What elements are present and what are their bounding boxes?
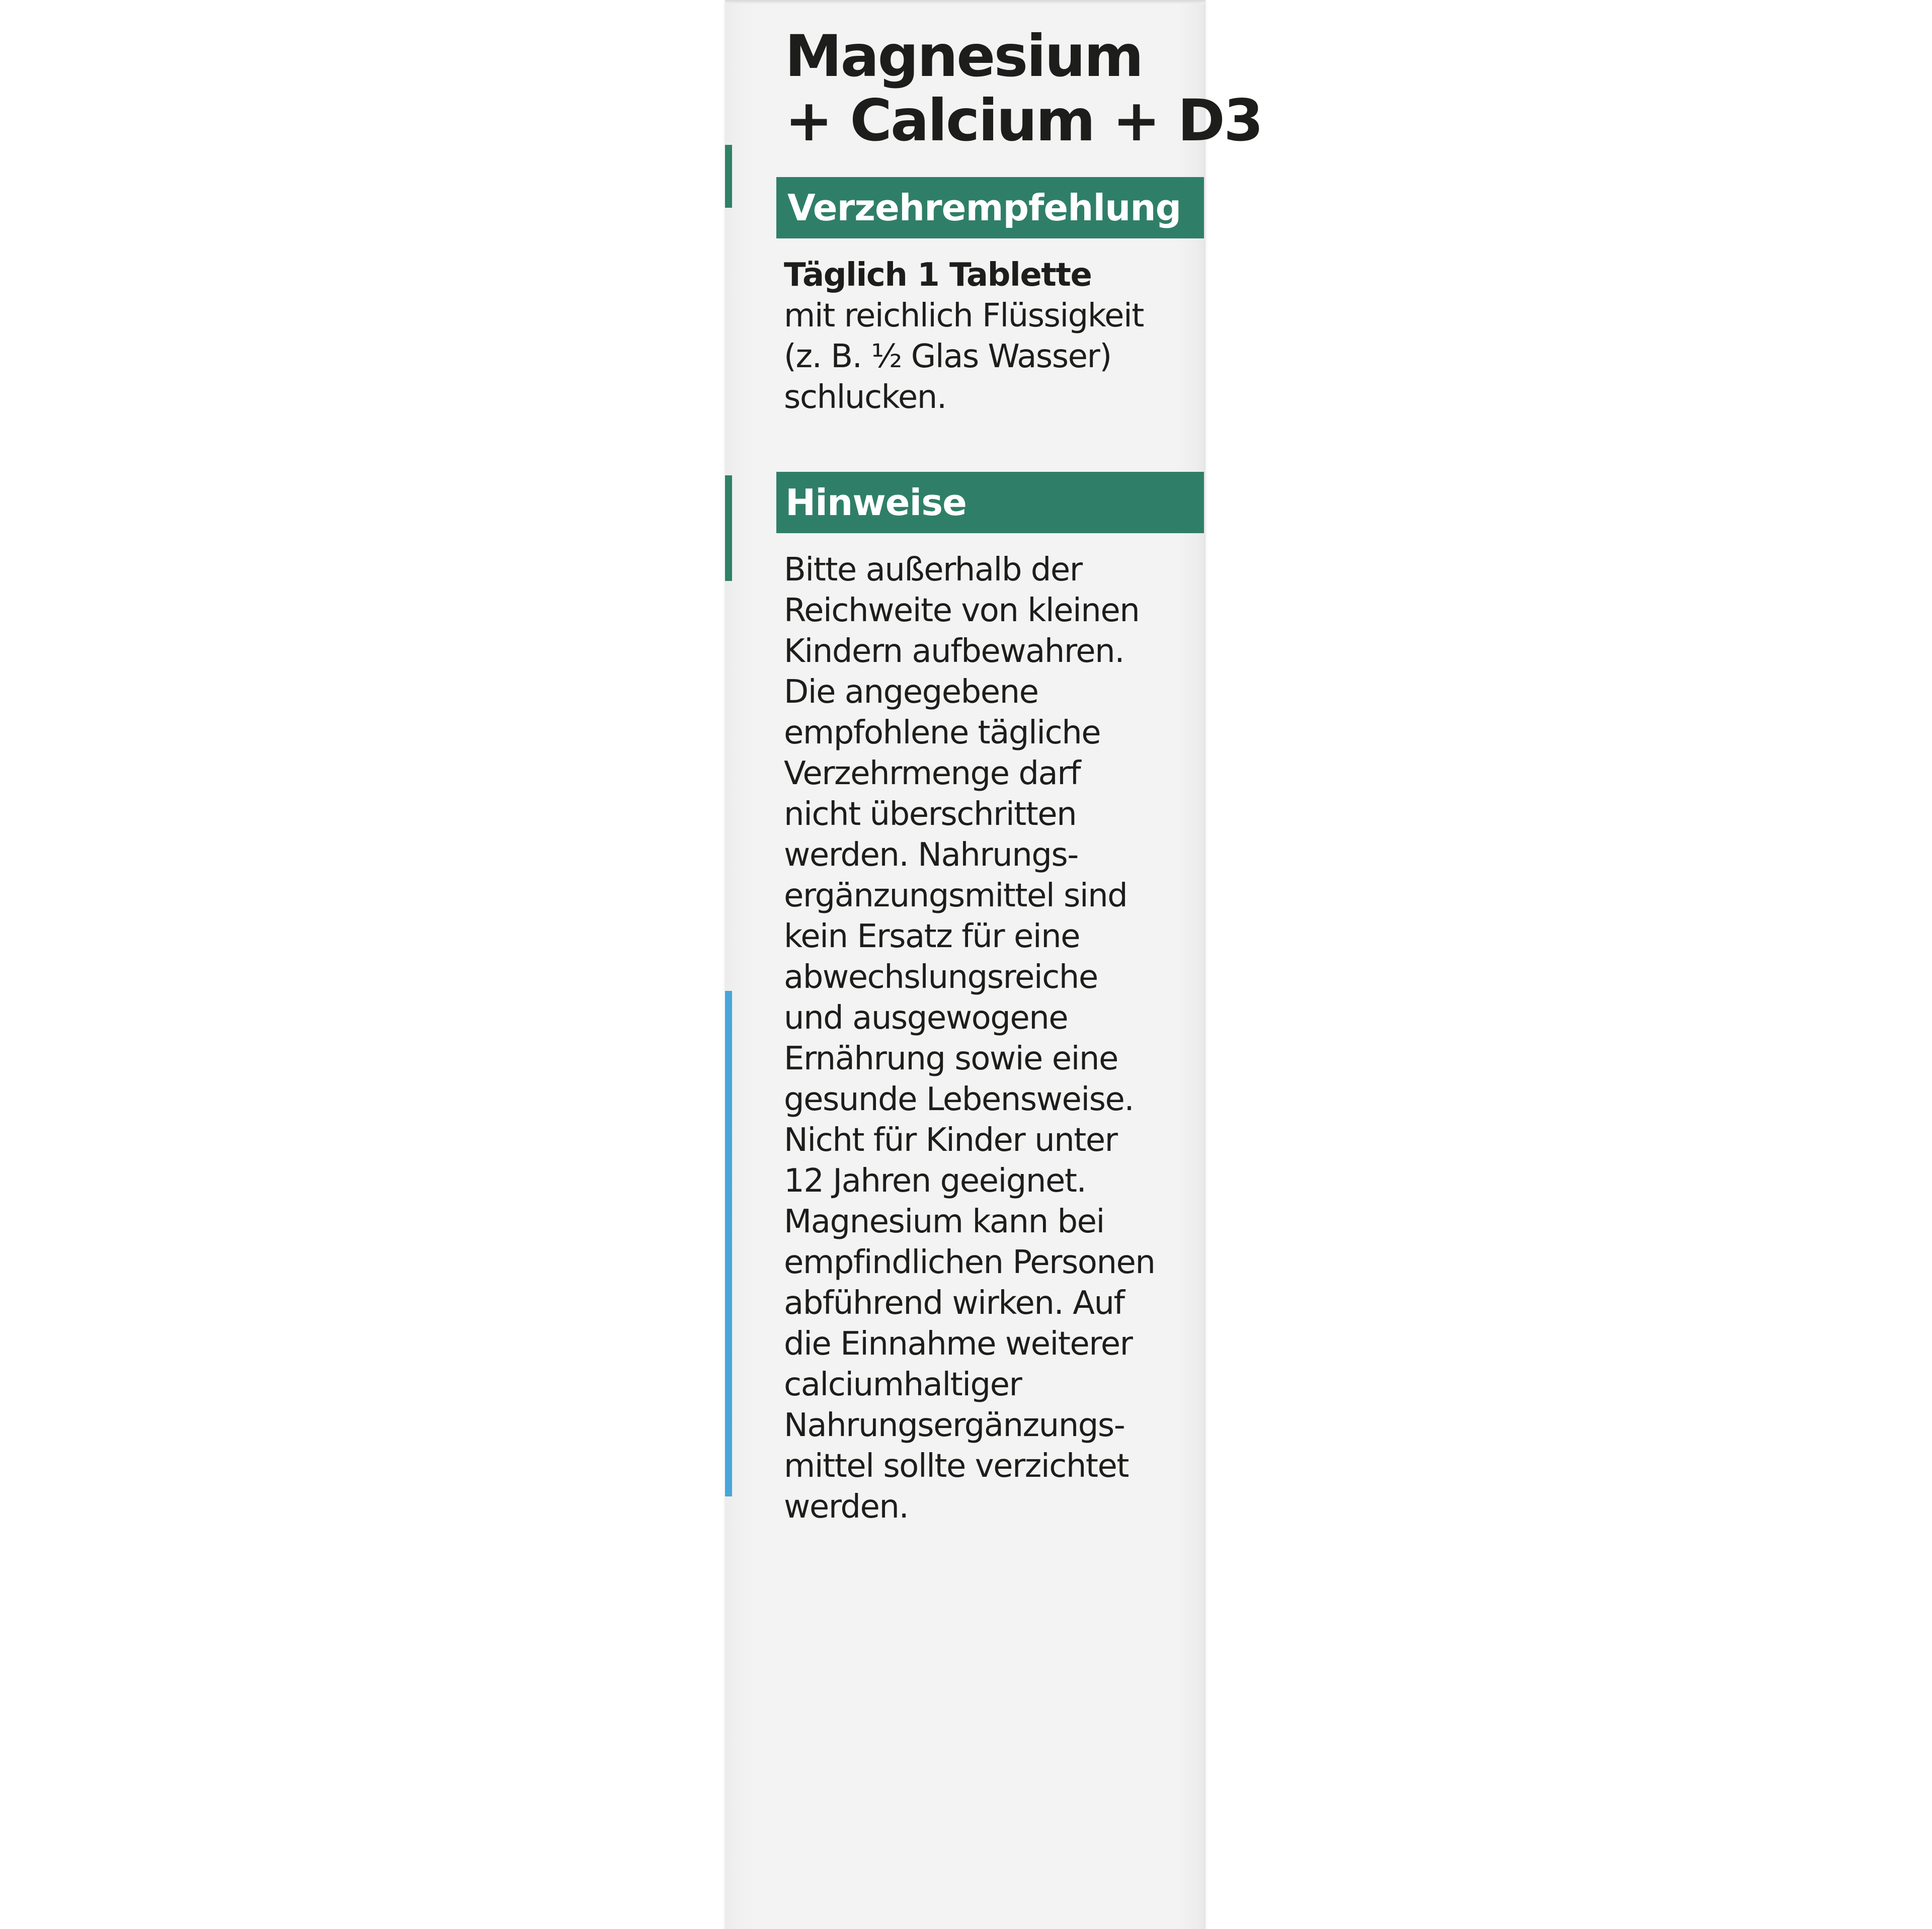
notes-line: Die angegebene xyxy=(784,674,1038,711)
notes-line: abführend wirken. Auf xyxy=(784,1285,1124,1322)
dosage-line: Täglich 1 Tablette xyxy=(784,257,1092,294)
dosage-line: (z. B. ½ Glas Wasser) xyxy=(784,338,1111,375)
product-title xyxy=(785,23,1262,154)
notes-line: nicht überschritten xyxy=(784,796,1077,833)
notes-line: empfindlichen Personen xyxy=(784,1244,1155,1281)
notes-text xyxy=(784,550,1201,1528)
dosage-section-header: Verzehrempfehlung xyxy=(776,177,1204,238)
notes-line: werden. Nahrungs- xyxy=(784,836,1078,874)
dosage-line: schlucken. xyxy=(784,379,946,416)
dosage-line: mit reichlich Flüssigkeit xyxy=(784,297,1144,334)
notes-line: mittel sollte verzichtet xyxy=(784,1448,1129,1485)
dosage-text xyxy=(784,255,1201,418)
notes-line: Nahrungsergänzungs- xyxy=(784,1407,1125,1444)
package-top-edge xyxy=(725,0,1205,4)
notes-line: 12 Jahren geeignet. xyxy=(784,1162,1086,1200)
notes-line: Verzehrmenge darf xyxy=(784,755,1081,792)
notes-line: empfohlene tägliche xyxy=(784,714,1101,751)
blue-edge-mark xyxy=(725,991,732,1496)
notes-line: Kindern aufbewahren. xyxy=(784,633,1124,670)
product-title-line-1: Magnesium xyxy=(785,23,1143,90)
notes-line: Reichweite von kleinen xyxy=(784,592,1140,629)
notes-line: die Einnahme weiterer xyxy=(784,1325,1133,1363)
notes-line: Nicht für Kinder unter xyxy=(784,1122,1117,1159)
notes-line: werden. xyxy=(784,1488,909,1526)
notes-line: ergänzungsmittel sind xyxy=(784,877,1128,914)
notes-line: gesunde Lebensweise. xyxy=(784,1081,1134,1118)
notes-line: Magnesium kann bei xyxy=(784,1203,1104,1240)
product-title-line-2: + Calcium + D3 xyxy=(785,87,1262,154)
notes-line: calciumhaltiger xyxy=(784,1366,1022,1403)
green-edge-mark xyxy=(725,145,732,208)
notes-line: Ernährung sowie eine xyxy=(784,1040,1118,1077)
green-edge-mark xyxy=(725,475,732,581)
notes-line: kein Ersatz für eine xyxy=(784,918,1080,955)
notes-line: und ausgewogene xyxy=(784,999,1068,1037)
notes-section-header: Hinweise xyxy=(776,472,1204,533)
notes-line: Bitte außerhalb der xyxy=(784,551,1082,589)
notes-line: abwechslungsreiche xyxy=(784,959,1098,996)
